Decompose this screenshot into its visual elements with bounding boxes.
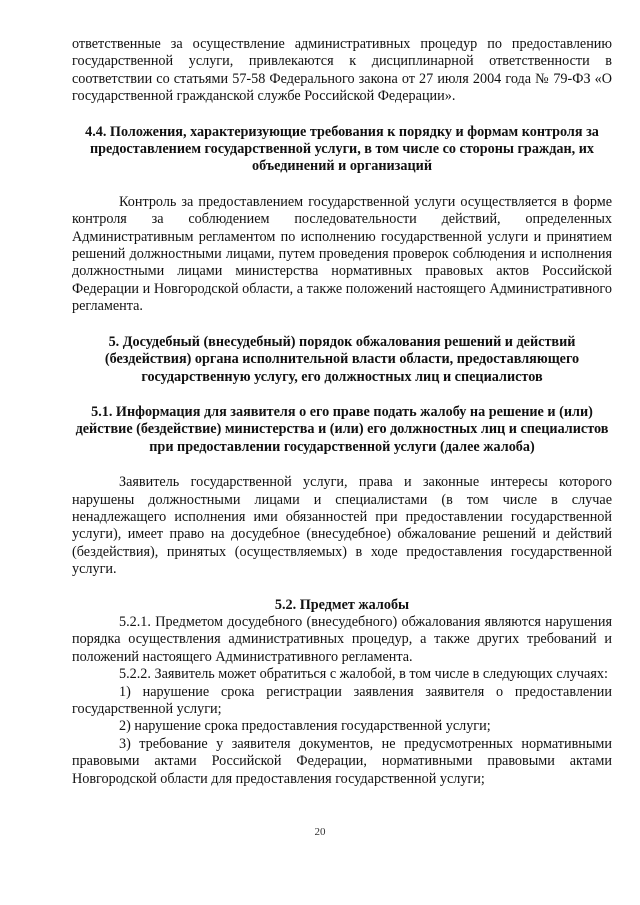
top-paragraph: ответственные за осуществление административных процедур по предоставлению государственной услуги, привлекаются к дисциплинарной ответственности в соответствии со статьями 57-58 Федерального закона от 27 июля 2004 года № 79-ФЗ «О государственной гражданской службе Российской Федерации». bbox=[72, 36, 612, 105]
paragraph-4-4: Контроль за предоставлением государственной услуги осуществляется в форме контроля за соблюдением последовательности действий, определенных Административным регламентом по исполнению государственной услуги и принятием решений должностными лицами, путем проведения проверок соблюдения и исполнения должностными лицами министерства нормативных правовых актов Российской Федерации и Новгородской области, а также положений настоящего Административного регламента. bbox=[72, 193, 612, 315]
list-item: 3) требование у заявителя документов, не предусмотренных нормативными правовыми актами Российской Федерации, нормативными правовыми актами Новгородской области для предоставления государственной услуги; bbox=[72, 735, 612, 787]
list-item: 1) нарушение срока регистрации заявления заявителя о предоставлении государственной услуги; bbox=[72, 683, 612, 717]
heading-4-4: 4.4. Положения, характеризующие требования к порядку и формам контроля за предоставлением государственной услуги, в том числе со стороны граждан, их объединений и организаций bbox=[85, 123, 599, 175]
list-item: 2) нарушение срока предоставления государственной услуги; bbox=[119, 718, 491, 735]
page-number: 20 bbox=[314, 826, 326, 838]
paragraph-5-2-2: 5.2.2. Заявитель может обратиться с жалобой, в том числе в следующих случаях: bbox=[119, 666, 608, 683]
document-page bbox=[72, 36, 612, 788]
paragraph-5-2-1: 5.2.1. Предметом досудебного (внесудебного) обжалования являются нарушения порядка осуществления административных процедур, а также других требований и положений настоящего Административного регламента. bbox=[72, 613, 612, 665]
paragraph-5-1: Заявитель государственной услуги, права и законные интересы которого нарушены должностными лицами и специалистами (в том числе в случае ненадлежащего исполнения ими обязанностей при предоставлении государственной услуги), имеет право на досудебное (внесудебное) обжалование решений и действий (бездействия), принятых (осуществляемых) в ходе предоставления государственной услуги. bbox=[72, 474, 612, 578]
heading-5-2: 5.2. Предмет жалобы bbox=[274, 596, 410, 613]
heading-5: 5. Досудебный (внесудебный) порядок обжалования решений и действий (бездействия) органа исполнительной власти области, предоставляющего государственную услугу, его должностных лиц и специалистов bbox=[104, 333, 580, 385]
heading-5-1: 5.1. Информация для заявителя о его праве подать жалобу на решение и (или) действие (бездействие) министерства и (или) его должностных лиц и специалистов при предоставлении государственной услуги (далее жалоба) bbox=[75, 403, 609, 455]
